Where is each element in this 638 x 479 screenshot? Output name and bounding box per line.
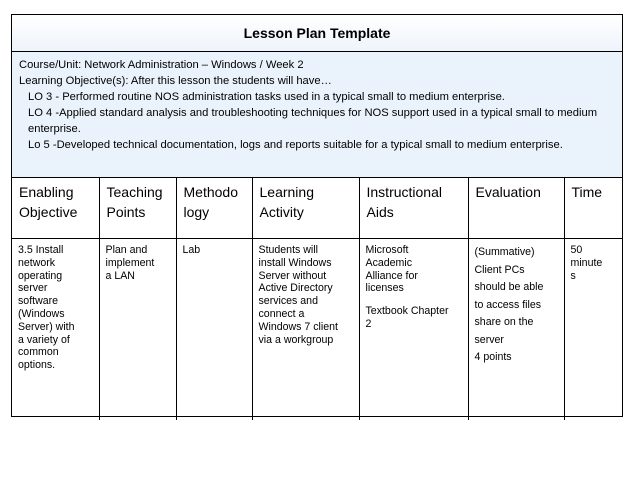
header-teaching-points bbox=[99, 178, 176, 239]
cell-methodology bbox=[176, 239, 252, 421]
cell-evaluation bbox=[468, 239, 564, 421]
cell-line: a LAN bbox=[105, 269, 135, 282]
cell-line: should be able bbox=[474, 281, 544, 293]
cell-line: Server) with bbox=[18, 320, 75, 333]
cell-line: software bbox=[18, 295, 59, 308]
cell-line: licenses bbox=[365, 282, 404, 295]
cell-line: Lab bbox=[182, 244, 201, 256]
cell-line: Server without bbox=[258, 269, 327, 282]
header-line: Activity bbox=[259, 204, 304, 220]
cell-line: minute bbox=[570, 256, 603, 269]
header-line: Methodo bbox=[183, 184, 238, 200]
cell-line: operating bbox=[18, 269, 63, 282]
page-title: Lesson Plan Template bbox=[12, 15, 622, 52]
cell-line: (Summative) bbox=[474, 246, 535, 258]
header-line: Teaching bbox=[106, 184, 163, 200]
cell-line: Microsoft bbox=[365, 244, 409, 256]
cell-line: via a workgroup bbox=[258, 333, 334, 346]
cell-line: (Windows bbox=[18, 307, 65, 320]
table-row bbox=[12, 239, 622, 421]
header-evaluation bbox=[468, 178, 564, 239]
learning-objective-lo4: LO 4 -Applied standard analysis and troubleshooting techniques for NOS support used in a typical small to medium enterprise. bbox=[28, 107, 598, 135]
course-info-panel bbox=[12, 52, 622, 178]
header-line: logy bbox=[183, 204, 210, 220]
cell-line: connect a bbox=[258, 307, 305, 320]
cell-learning-activity bbox=[252, 239, 359, 421]
cell-line: 4 points bbox=[474, 351, 512, 363]
course-unit: Course/Unit: Network Administration – Windows / Week 2 bbox=[19, 59, 304, 71]
cell-line: Alliance for bbox=[365, 269, 418, 282]
cell-line: Students will bbox=[258, 244, 318, 256]
cell-line: 3.5 Install bbox=[18, 244, 64, 256]
cell-line: Academic bbox=[365, 256, 413, 269]
table-header-row bbox=[12, 178, 622, 239]
cell-line: common bbox=[18, 346, 59, 359]
cell-line: network bbox=[18, 256, 56, 269]
cell-line: Client PCs bbox=[474, 263, 525, 276]
spacer bbox=[366, 295, 462, 305]
cell-line: Textbook Chapter bbox=[365, 305, 449, 318]
header-line: Instructional bbox=[366, 184, 442, 200]
cell-line: Windows 7 client bbox=[258, 320, 338, 333]
cell-line: to access files bbox=[474, 298, 542, 311]
header-line: Points bbox=[106, 204, 146, 220]
header-time bbox=[564, 178, 622, 239]
learning-objective-lo5: Lo 5 -Developed technical documentation, logs and reports suitable for a typical small to medium enterprise. bbox=[28, 139, 563, 151]
header-line: Evaluation bbox=[475, 184, 541, 200]
cell-instructional-aids bbox=[359, 239, 468, 421]
lesson-plan-sheet bbox=[11, 14, 623, 417]
header-line: Objective bbox=[19, 204, 78, 220]
cell-line: services and bbox=[258, 295, 318, 308]
cell-line: options. bbox=[18, 359, 56, 372]
cell-line: 2 bbox=[365, 317, 372, 330]
header-methodology bbox=[176, 178, 252, 239]
cell-line: install Windows bbox=[258, 256, 332, 269]
cell-line: implement bbox=[105, 256, 155, 269]
cell-teaching-points bbox=[99, 239, 176, 421]
objective-intro: Learning Objective(s): After this lesson the students will have… bbox=[19, 75, 332, 87]
cell-line: Plan and bbox=[105, 244, 148, 256]
cell-line: share on the bbox=[474, 316, 534, 328]
cell-line: server bbox=[474, 333, 504, 346]
cell-line: Active Directory bbox=[258, 282, 333, 295]
header-line: Learning bbox=[259, 184, 314, 200]
lesson-plan-table bbox=[12, 178, 622, 420]
header-learning-activity bbox=[252, 178, 359, 239]
cell-line: s bbox=[570, 269, 576, 282]
cell-line: a variety of bbox=[18, 333, 70, 346]
header-instructional-aids bbox=[359, 178, 468, 239]
header-enabling-objective bbox=[12, 178, 99, 239]
cell-enabling-objective bbox=[12, 239, 99, 421]
learning-objective-lo3: LO 3 - Performed routine NOS administration tasks used in a typical small to medium enterprise. bbox=[28, 91, 505, 103]
cell-time bbox=[564, 239, 622, 421]
header-line: Aids bbox=[366, 204, 394, 220]
cell-line: 50 bbox=[570, 244, 583, 256]
cell-line: server bbox=[18, 282, 48, 295]
header-line: Time bbox=[571, 184, 603, 200]
header-line: Enabling bbox=[19, 184, 74, 200]
